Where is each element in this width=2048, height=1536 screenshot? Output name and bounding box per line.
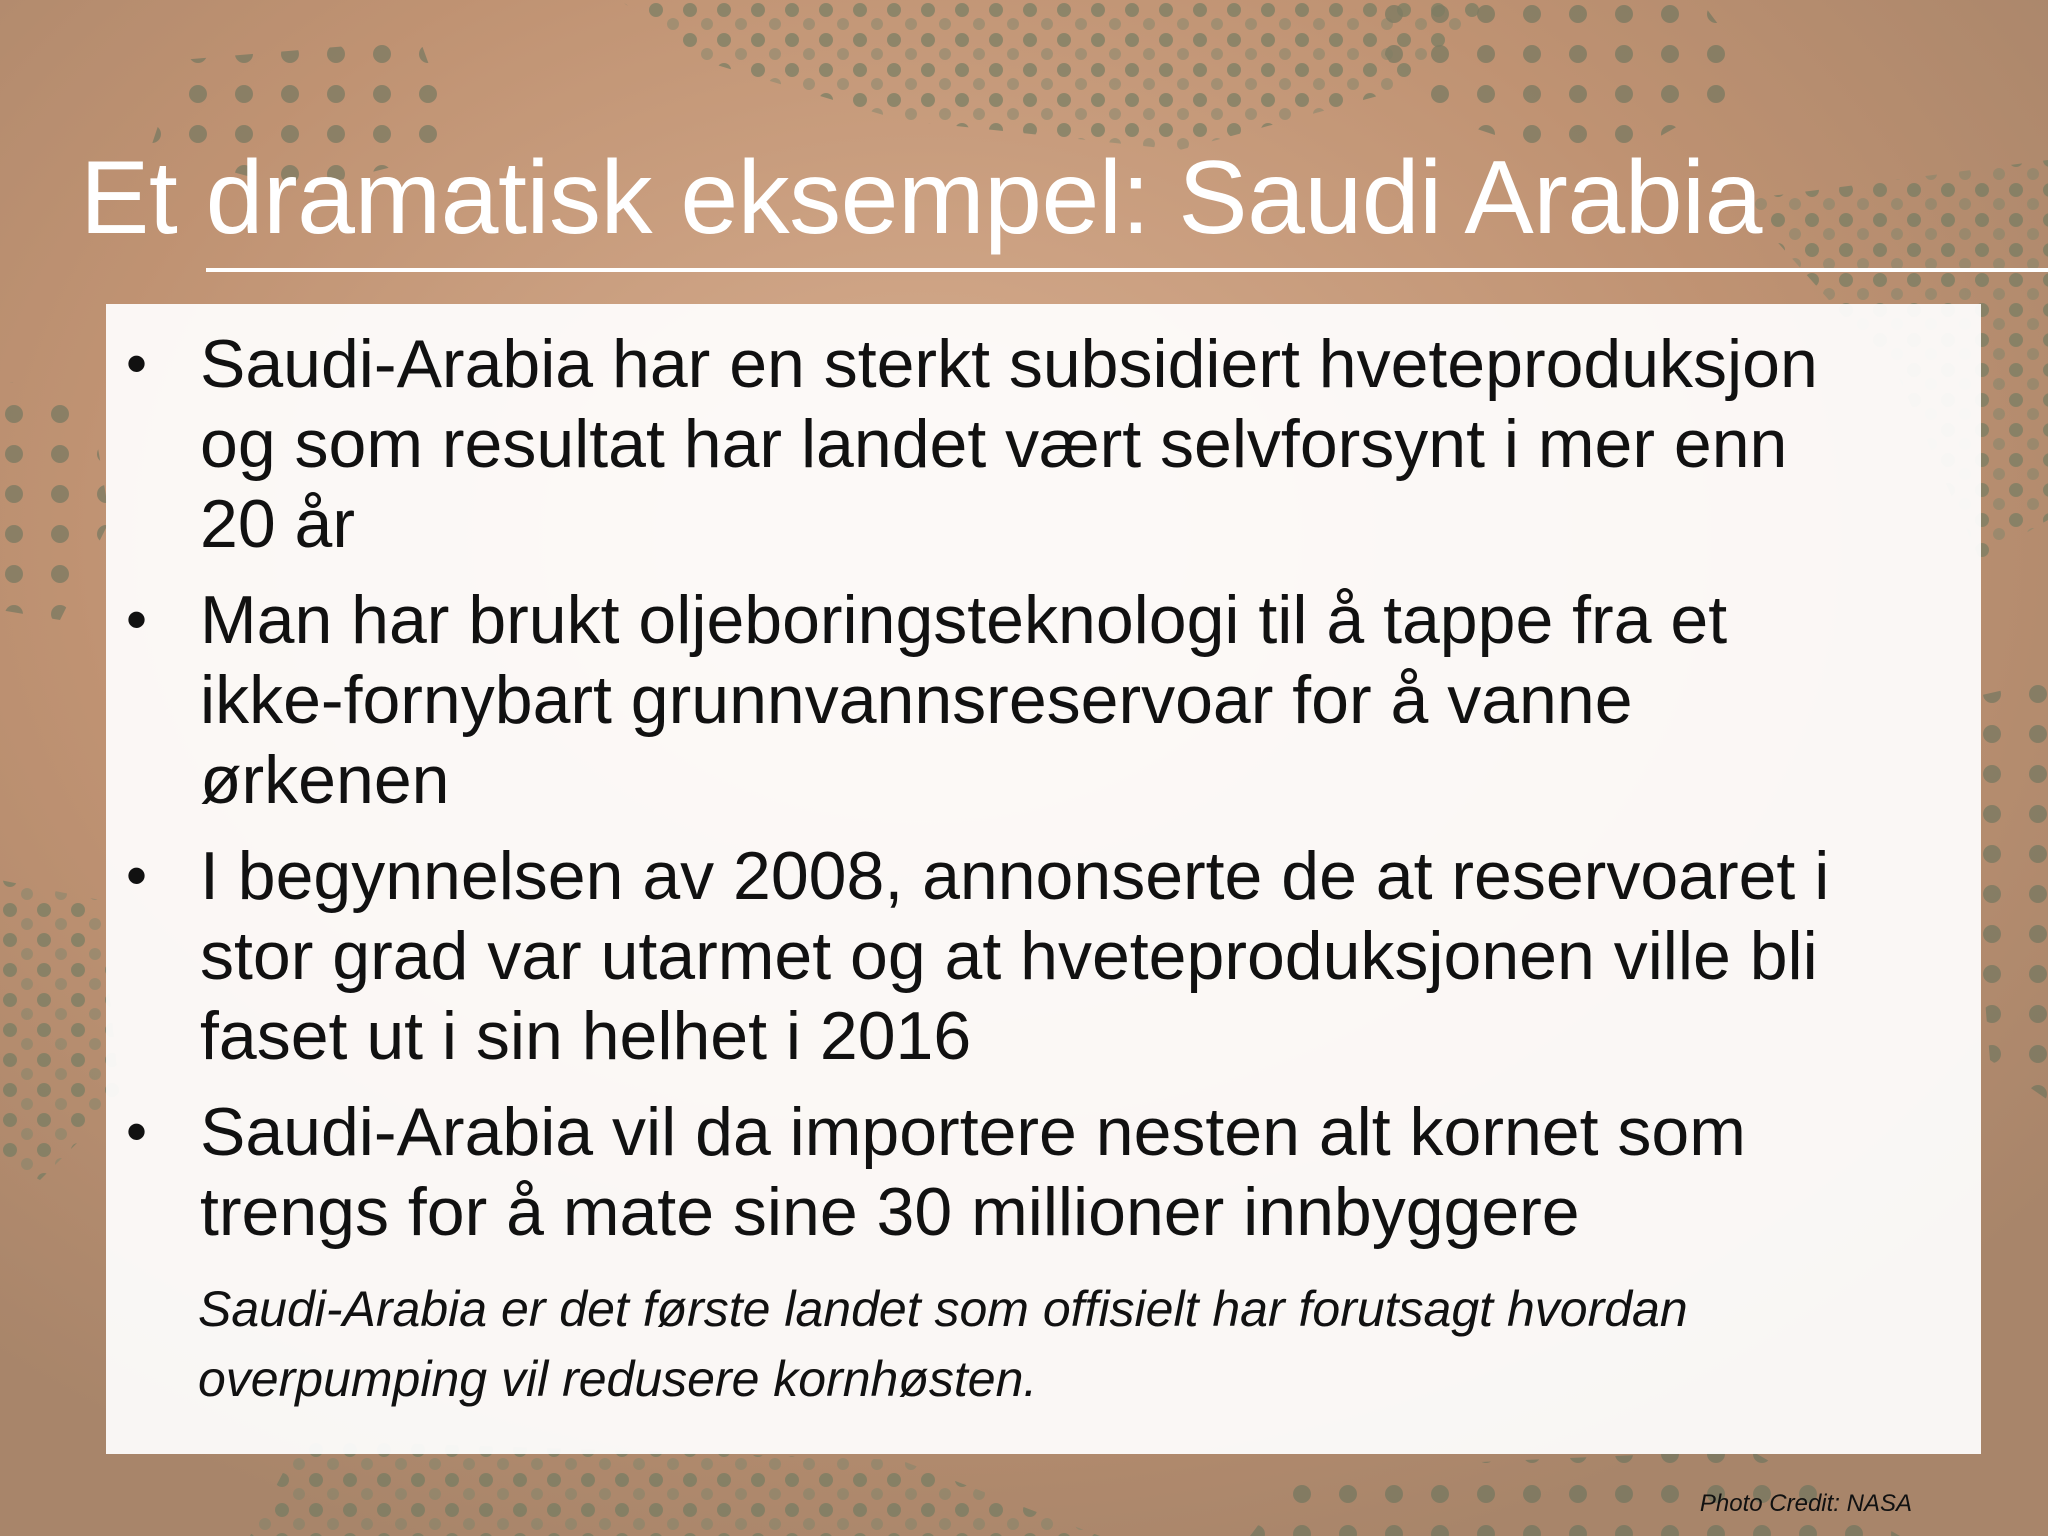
bullet-item: [126, 1092, 1980, 1252]
bullet-line: faset ut i sin helhet i 2016: [200, 998, 972, 1074]
photo-credit: Photo Credit: NASA: [1699, 1490, 1912, 1517]
title-underline: [206, 268, 2048, 272]
bullet-line: ørkenen: [200, 742, 450, 818]
bullet-dot: •: [126, 1098, 148, 1165]
bullet-dot: •: [126, 842, 148, 909]
bullet-line: Saudi-Arabia har en sterkt subsidiert hveteproduksjon: [200, 326, 1818, 402]
bullet-line: Saudi-Arabia vil da importere nesten alt kornet som: [200, 1094, 1746, 1170]
bullet-line: stor grad var utarmet og at hveteproduksjonen ville bli: [200, 918, 1818, 994]
bullet-item: [126, 836, 1980, 1076]
bullet-item: [126, 324, 1980, 564]
bullet-list: [126, 324, 1980, 1268]
bullet-line: ikke-fornybart grunnvannsreservoar for å vanne: [200, 662, 1633, 738]
bullet-line: Man har brukt oljeboringsteknologi til å tappe fra et: [200, 582, 1728, 658]
note-line: overpumping vil redusere kornhøsten.: [198, 1351, 1038, 1407]
slide-title: Et dramatisk eksempel: Saudi Arabia: [80, 140, 1762, 256]
content-panel: [106, 304, 1981, 1454]
note-line: Saudi-Arabia er det første landet som offisielt har forutsagt hvordan: [198, 1281, 1688, 1337]
bullet-line: og som resultat har landet vært selvforsynt i mer enn: [200, 406, 1788, 482]
bullet-line: 20 år: [200, 486, 355, 562]
italic-note: [198, 1274, 1688, 1414]
bullet-dot: •: [126, 586, 148, 653]
bullet-line: I begynnelsen av 2008, annonserte de at reservoaret i: [200, 838, 1830, 914]
bullet-item: [126, 580, 1980, 820]
bullet-line: trengs for å mate sine 30 millioner innbyggere: [200, 1174, 1580, 1250]
bullet-dot: •: [126, 330, 148, 397]
